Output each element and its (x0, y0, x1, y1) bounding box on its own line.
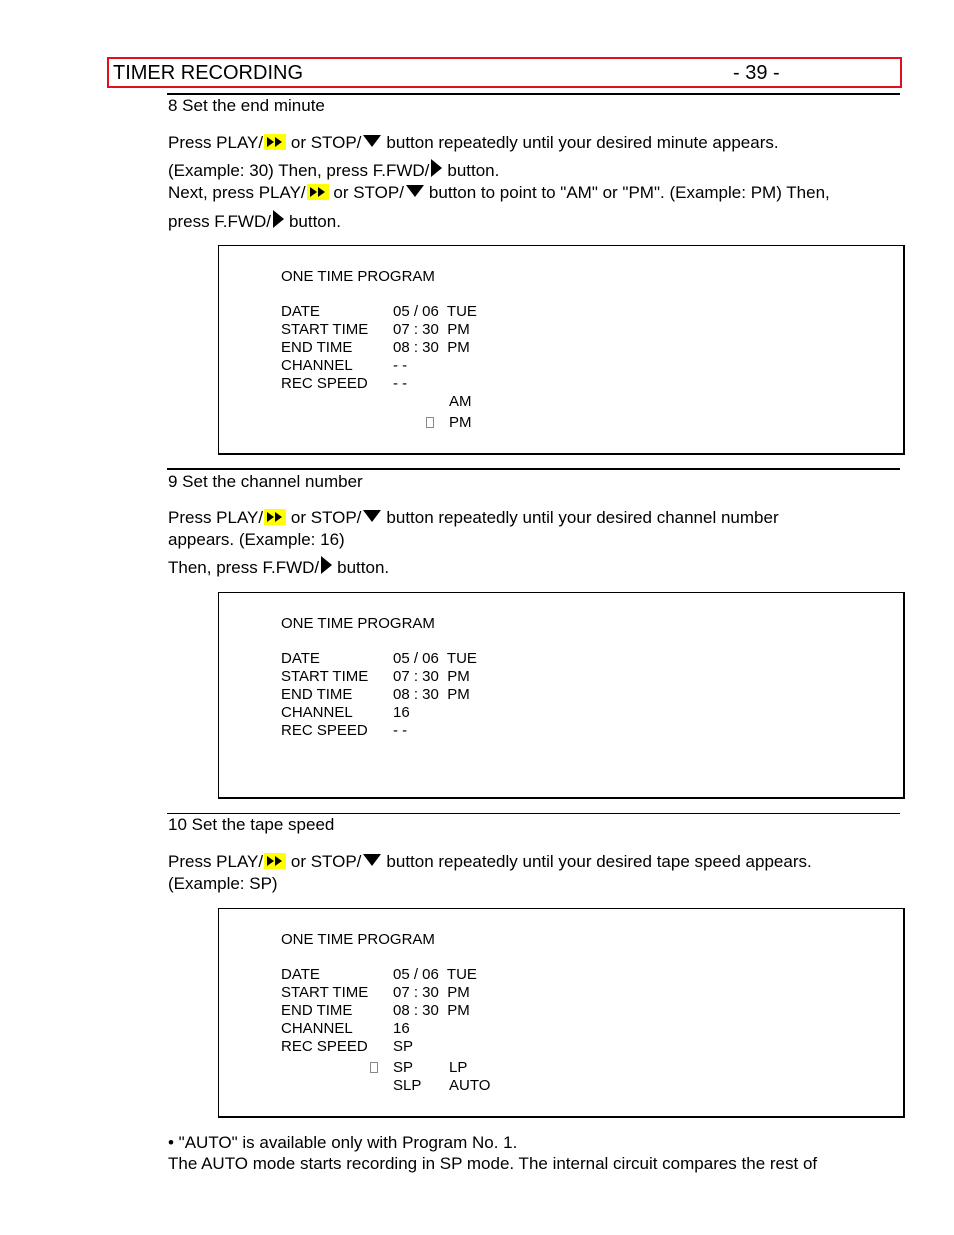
step-9-line-3 (168, 556, 389, 580)
fast-forward-right-arrow-icon (431, 159, 442, 183)
osd-label-end-time: END TIME (281, 686, 353, 703)
play-forward-icon (264, 134, 286, 150)
osd-value-end-time: 08 : 30 PM (393, 339, 470, 356)
page-number: - 39 - (733, 62, 780, 84)
text-segment: Press PLAY/ (168, 508, 264, 527)
play-forward-icon (264, 509, 286, 525)
osd-screen-channel (218, 592, 905, 799)
text-segment: Next, press PLAY/ (168, 183, 306, 202)
osd-option-slp: SLP (393, 1077, 422, 1094)
osd-value-end-time: 08 : 30 PM (393, 686, 470, 703)
osd-option-pm: PM (449, 414, 472, 431)
osd-value-channel: - - (393, 357, 408, 374)
osd-label-end-time: END TIME (281, 339, 353, 356)
text-segment: press F.FWD/ (168, 212, 271, 231)
stop-down-arrow-icon (363, 132, 381, 154)
step-9-line-1 (168, 507, 779, 529)
play-forward-icon (264, 853, 286, 869)
osd-label-start-time: START TIME (281, 321, 369, 338)
osd-label-start-time: START TIME (281, 984, 369, 1001)
osd-value-date: 05 / 06 TUE (393, 966, 477, 983)
osd-label-channel: CHANNEL (281, 357, 353, 374)
text-segment: button. (337, 558, 390, 577)
osd-label-rec-speed: REC SPEED (281, 375, 368, 392)
text-segment: button repeatedly until your desired tape speed appears. (386, 852, 812, 871)
stop-down-arrow-icon (363, 851, 381, 873)
selection-cursor-icon (370, 1062, 378, 1073)
step-10-line-1 (168, 851, 812, 873)
text-segment: button to point to "AM" or "PM". (Example: PM) Then, (428, 183, 830, 202)
osd-option-am: AM (449, 393, 472, 410)
osd-label-date: DATE (281, 650, 320, 667)
osd-title: ONE TIME PROGRAM (281, 268, 435, 285)
text-segment: or STOP/ (333, 183, 404, 202)
osd-label-channel: CHANNEL (281, 704, 353, 721)
section-title: TIMER RECORDING (113, 62, 303, 84)
fast-forward-right-arrow-icon (321, 556, 332, 580)
osd-label-date: DATE (281, 966, 320, 983)
note-bullet: • "AUTO" is available only with Program No. 1. (168, 1133, 518, 1152)
osd-value-channel: 16 (393, 1020, 410, 1037)
play-forward-icon (307, 184, 329, 200)
text-segment: Press PLAY/ (168, 133, 264, 152)
text-segment: or STOP/ (290, 852, 362, 871)
osd-label-channel: CHANNEL (281, 1020, 353, 1037)
osd-value-rec-speed: - - (393, 375, 408, 392)
step-8-line-3 (168, 182, 830, 204)
osd-value-date: 05 / 06 TUE (393, 303, 477, 320)
step-10-divider (167, 813, 900, 814)
text-segment: or STOP/ (290, 133, 362, 152)
text-segment: or STOP/ (290, 508, 362, 527)
osd-label-rec-speed: REC SPEED (281, 1038, 368, 1055)
osd-option-auto: AUTO (449, 1077, 491, 1094)
selection-cursor-icon (426, 417, 434, 428)
osd-value-rec-speed: - - (393, 722, 408, 739)
note-line: The AUTO mode starts recording in SP mode. The internal circuit compares the rest of (168, 1154, 818, 1173)
osd-value-start-time: 07 : 30 PM (393, 321, 470, 338)
text-segment: Then, press F.FWD/ (168, 558, 320, 577)
stop-down-arrow-icon (406, 182, 424, 204)
osd-option-sp: SP (393, 1059, 414, 1076)
osd-title: ONE TIME PROGRAM (281, 615, 435, 632)
step-9-title: 9 Set the channel number (168, 472, 363, 491)
osd-value-date: 05 / 06 TUE (393, 650, 477, 667)
osd-value-start-time: 07 : 30 PM (393, 984, 470, 1001)
osd-screen-rec-speed (218, 908, 905, 1118)
osd-option-lp: LP (449, 1059, 468, 1076)
stop-down-arrow-icon (363, 507, 381, 529)
osd-label-rec-speed: REC SPEED (281, 722, 368, 739)
text-segment: button. (288, 212, 341, 231)
text-segment: button repeatedly until your desired minute appears. (386, 133, 779, 152)
osd-label-end-time: END TIME (281, 1002, 353, 1019)
osd-value-channel: 16 (393, 704, 410, 721)
step-8-line-4 (168, 210, 341, 234)
text-segment: button. (447, 161, 500, 180)
step-10-title: 10 Set the tape speed (168, 815, 335, 834)
step-8-line-2 (168, 159, 499, 183)
osd-value-rec-speed: SP (393, 1038, 414, 1055)
text-segment: (Example: 30) Then, press F.FWD/ (168, 161, 430, 180)
step-10-line-2: (Example: SP) (168, 874, 278, 893)
osd-screen-end-time (218, 245, 905, 455)
osd-value-end-time: 08 : 30 PM (393, 1002, 470, 1019)
osd-title: ONE TIME PROGRAM (281, 931, 435, 948)
osd-value-start-time: 07 : 30 PM (393, 668, 470, 685)
fast-forward-right-arrow-icon (273, 210, 284, 234)
header-divider (167, 93, 900, 95)
step-9-line-2: appears. (Example: 16) (168, 530, 345, 549)
step-8-line-1 (168, 132, 779, 154)
osd-label-date: DATE (281, 303, 320, 320)
osd-label-start-time: START TIME (281, 668, 369, 685)
step-9-divider (167, 468, 900, 470)
text-segment: Press PLAY/ (168, 852, 264, 871)
text-segment: button repeatedly until your desired channel number (386, 508, 779, 527)
step-8-title: 8 Set the end minute (168, 96, 325, 115)
